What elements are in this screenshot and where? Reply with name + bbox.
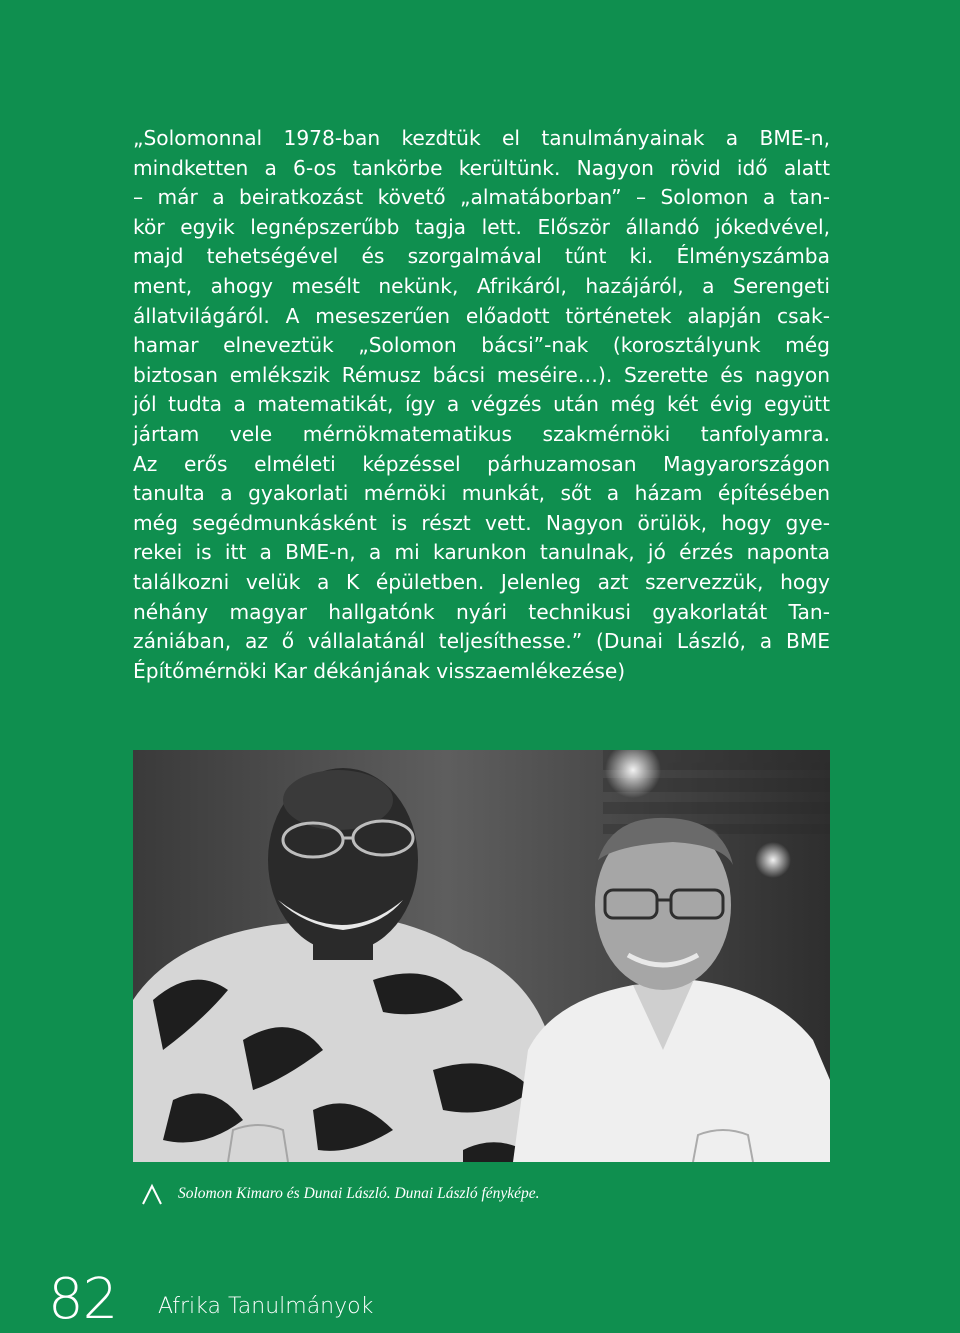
quote-line: „Solomonnal 1978-ban kezdtük el tanulmányainak a BME-n,	[133, 126, 830, 150]
quote-line: kör egyik legnépszerűbb tagja lett. Először állandó jókedvével,	[133, 214, 830, 239]
quote-line: ment, ahogy mesélt nekünk, Afrikáról, hazájáról, a Serengeti	[133, 273, 830, 298]
quote-line: még segédmunkásként is részt vett. Nagyon örülök, hogy gye-	[133, 510, 830, 535]
caret-up-icon	[140, 1182, 164, 1206]
quote-line: mindketten a 6-os tankörbe kerültünk. Nagyon rövid idő alatt	[133, 155, 830, 180]
quote-line: zániában, az ő vállalatánál teljesíthesse.” (Dunai László, a BME	[133, 629, 830, 654]
quote-line: rekei is itt a BME-n, a mi karunkon tanulnak, jó érzés naponta	[133, 540, 830, 565]
photo-illustration	[133, 750, 830, 1162]
quote-line: Építőmérnöki Kar dékánjának visszaemlékezése)	[133, 658, 626, 683]
quote-line: jártam vele mérnökmatematikus szakmérnöki tanfolyamra.	[133, 421, 830, 446]
quote-line: tanulta a gyakorlati mérnöki munkát, sőt a házam építésében	[133, 481, 830, 506]
quote-line: jól tudta a matematikát, így a végzés után még két évig együtt	[133, 392, 830, 417]
quote-line: néhány magyar hallgatónk nyári technikusi gyakorlatát Tan-	[133, 599, 830, 624]
quote-line: – már a beiratkozást követő „almatáborban” – Solomon a tan-	[133, 185, 830, 210]
page-number: 82	[48, 1267, 118, 1332]
quote-line: találkozni velük a K épületben. Jelenleg azt szervezzük, hogy	[133, 569, 830, 594]
portrait-photo	[133, 750, 830, 1162]
quote-line: állatvilágáról. A meseszerűen előadott történetek alapján csak-	[133, 303, 830, 328]
quote-line: majd tehetségével és szorgalmával tűnt ki. Élményszámba	[133, 244, 830, 269]
running-title: Afrika Tanulmányok	[158, 1294, 374, 1319]
quote-line: biztosan emlékszik Rémusz bácsi meséire…). Szerette és nagyon	[133, 362, 830, 387]
quote-text	[133, 124, 830, 686]
quote-line: Az erős elméleti képzéssel párhuzamosan Magyarországon	[133, 451, 830, 476]
quote-line: hamar elneveztük „Solomon bácsi”-nak (korosztályunk még	[133, 333, 830, 358]
photo-caption: Solomon Kimaro és Dunai László. Dunai László fényképe.	[178, 1185, 540, 1202]
photo-caption-row	[140, 1182, 830, 1208]
